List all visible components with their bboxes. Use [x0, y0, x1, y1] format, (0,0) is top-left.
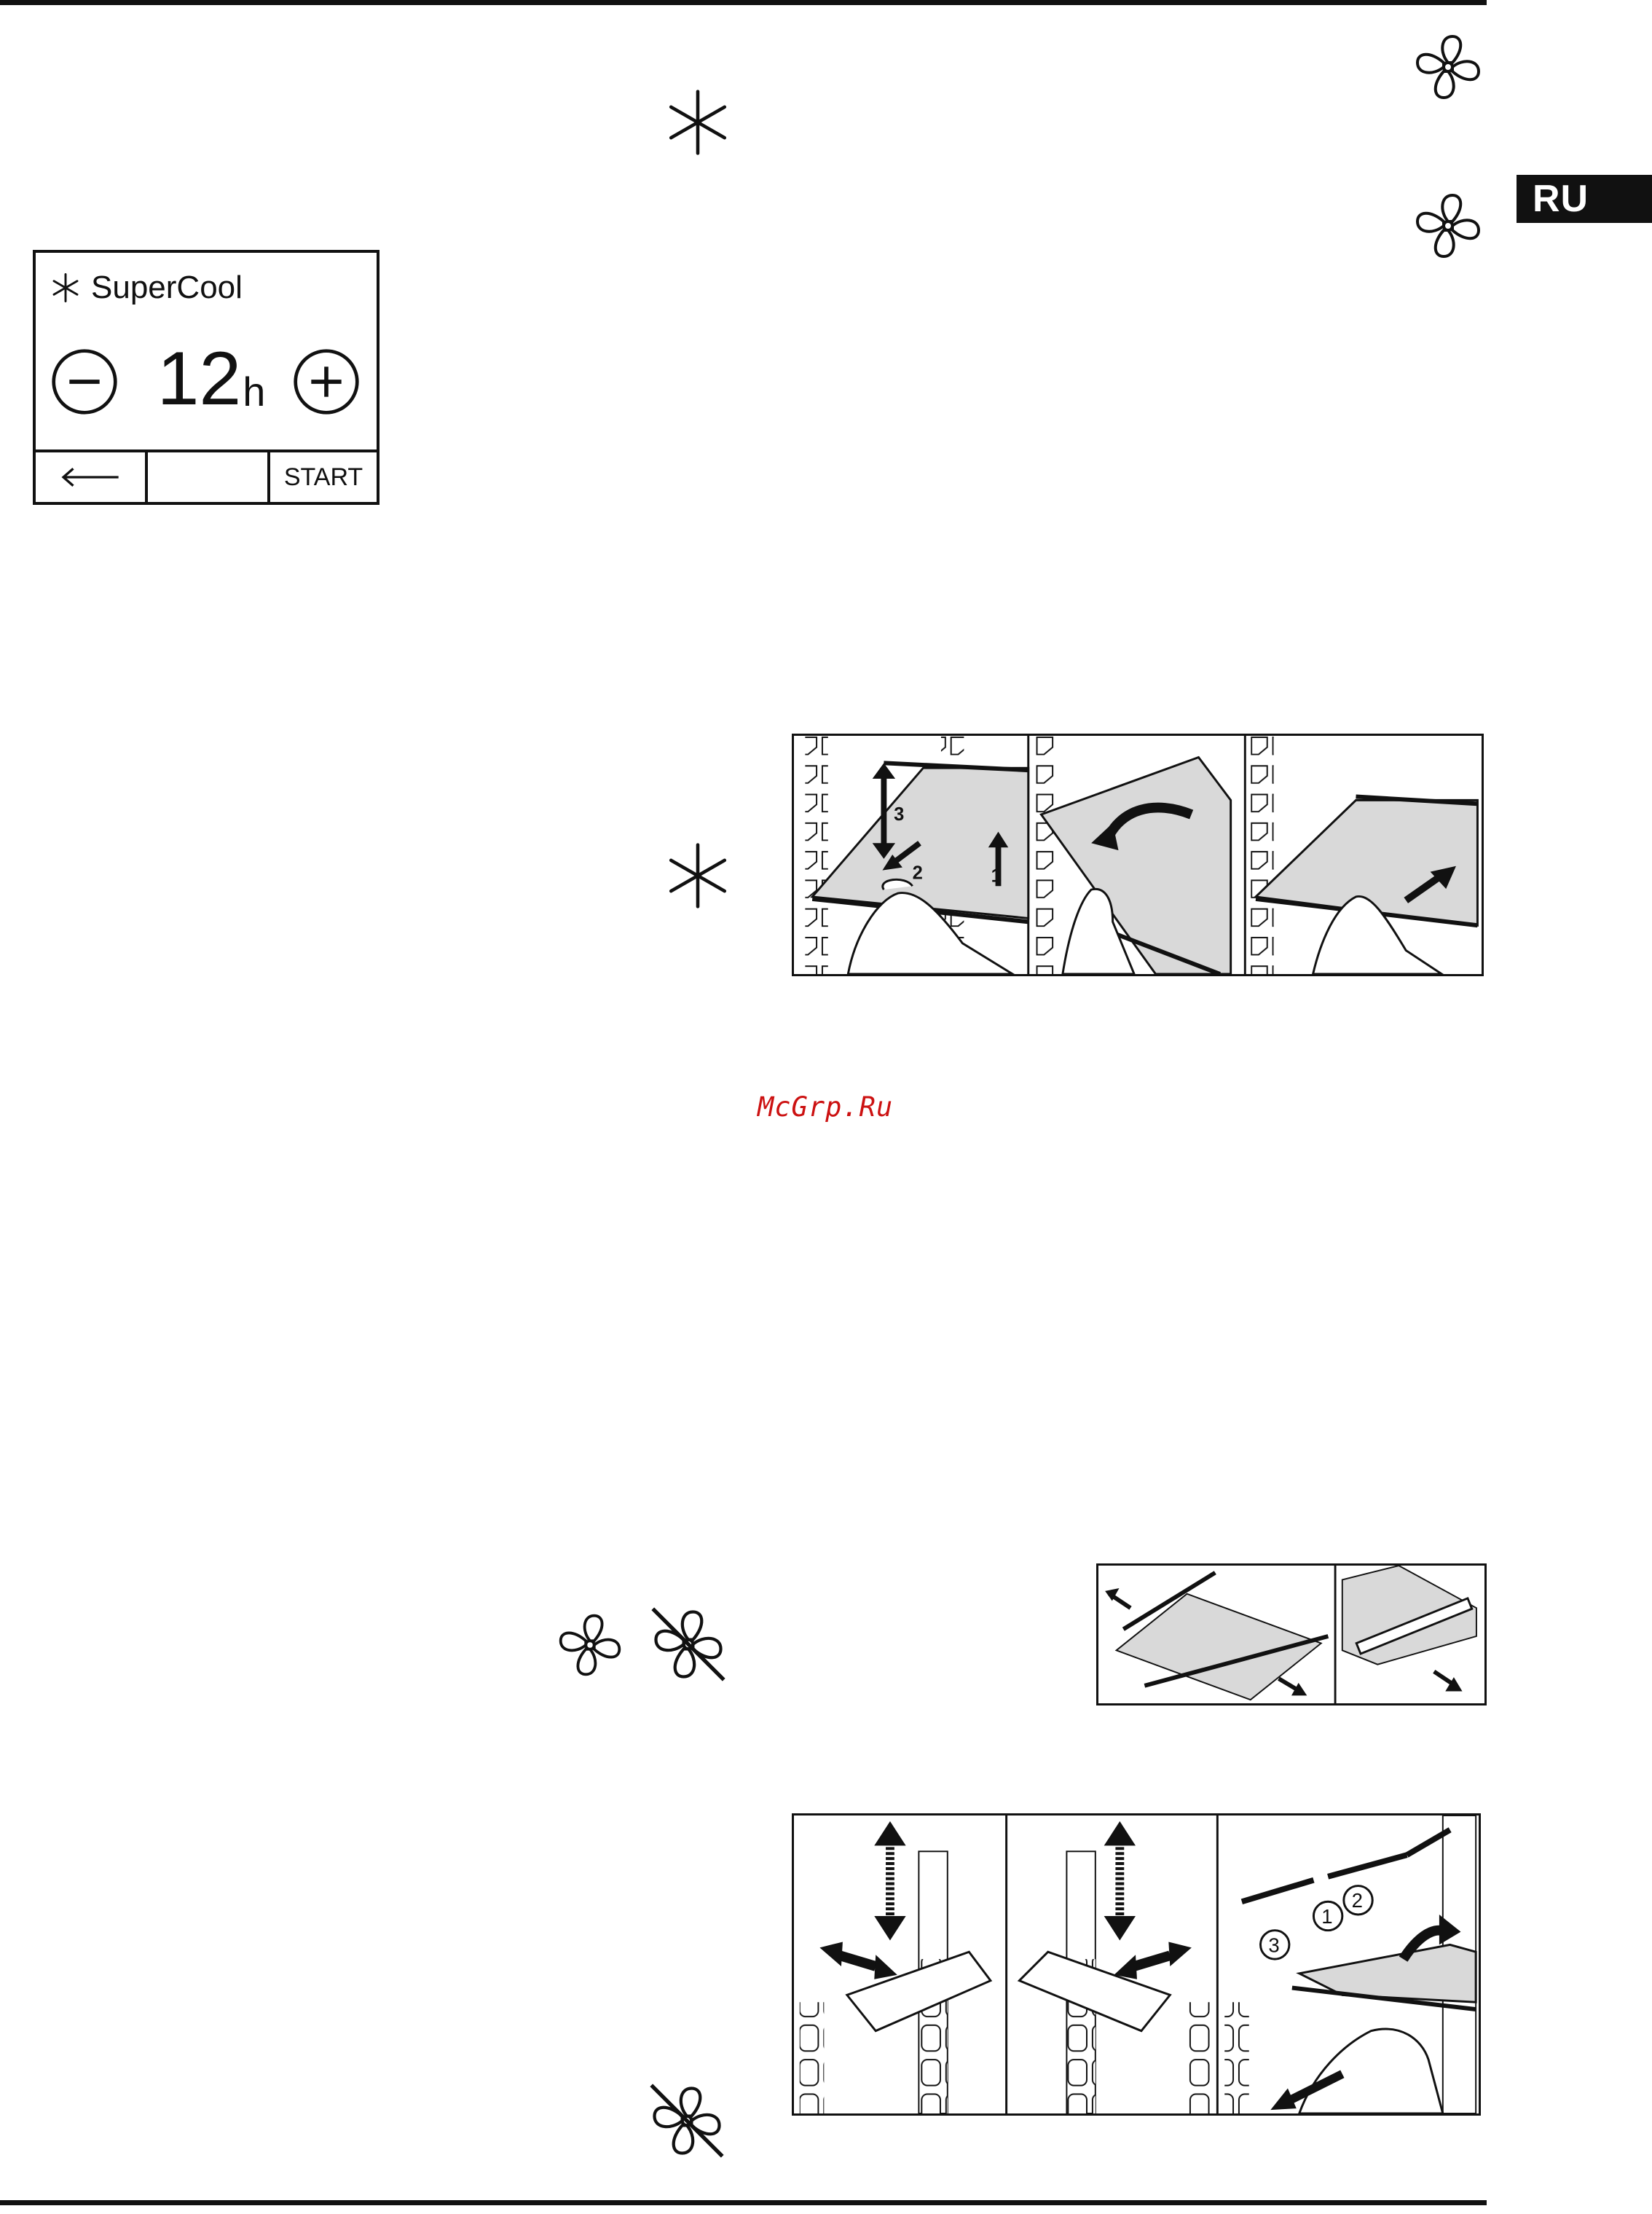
step-label-2: 2 [912, 863, 923, 884]
snowflake-icon [664, 89, 731, 156]
arrow-left-icon [60, 465, 121, 490]
timer-value: 12 [157, 337, 242, 421]
back-button[interactable] [36, 452, 148, 502]
supercool-title-label: SuperCool [91, 270, 243, 305]
minus-circle-icon [50, 348, 119, 416]
step-label-3: 3 [894, 804, 905, 825]
plus-circle-icon [292, 348, 361, 416]
start-button[interactable] [267, 452, 377, 502]
step-label-1: 1 [991, 865, 1002, 887]
bottom-rule [0, 2200, 1487, 2205]
snowflake-icon [50, 272, 81, 303]
fan-off-icon [648, 2082, 725, 2159]
supercool-panel [33, 250, 379, 505]
language-badge: RU [1517, 175, 1652, 223]
top-rule [0, 0, 1487, 5]
fan-off-icon [650, 1606, 727, 1683]
fan-icon [1412, 31, 1484, 103]
fan-icon [555, 1610, 625, 1680]
plus-button[interactable] [292, 348, 361, 416]
timer-unit: h [243, 369, 266, 415]
watermark: McGrp.Ru [758, 1091, 894, 1123]
start-label: START [283, 463, 363, 491]
shelf-removal-illustration [792, 734, 1484, 976]
snowflake-icon [664, 842, 731, 909]
minus-button[interactable] [50, 348, 119, 416]
step-label-1: 1 [1321, 1904, 1333, 1928]
timer-display [142, 339, 280, 419]
shelf-rail-illustration [1096, 1563, 1487, 1705]
supercool-title [50, 267, 243, 308]
shelf-support-illustration [792, 1813, 1481, 2116]
step-label-2: 2 [1351, 1889, 1364, 1912]
step-label-3: 3 [1268, 1934, 1280, 1957]
fan-icon [1412, 189, 1484, 262]
